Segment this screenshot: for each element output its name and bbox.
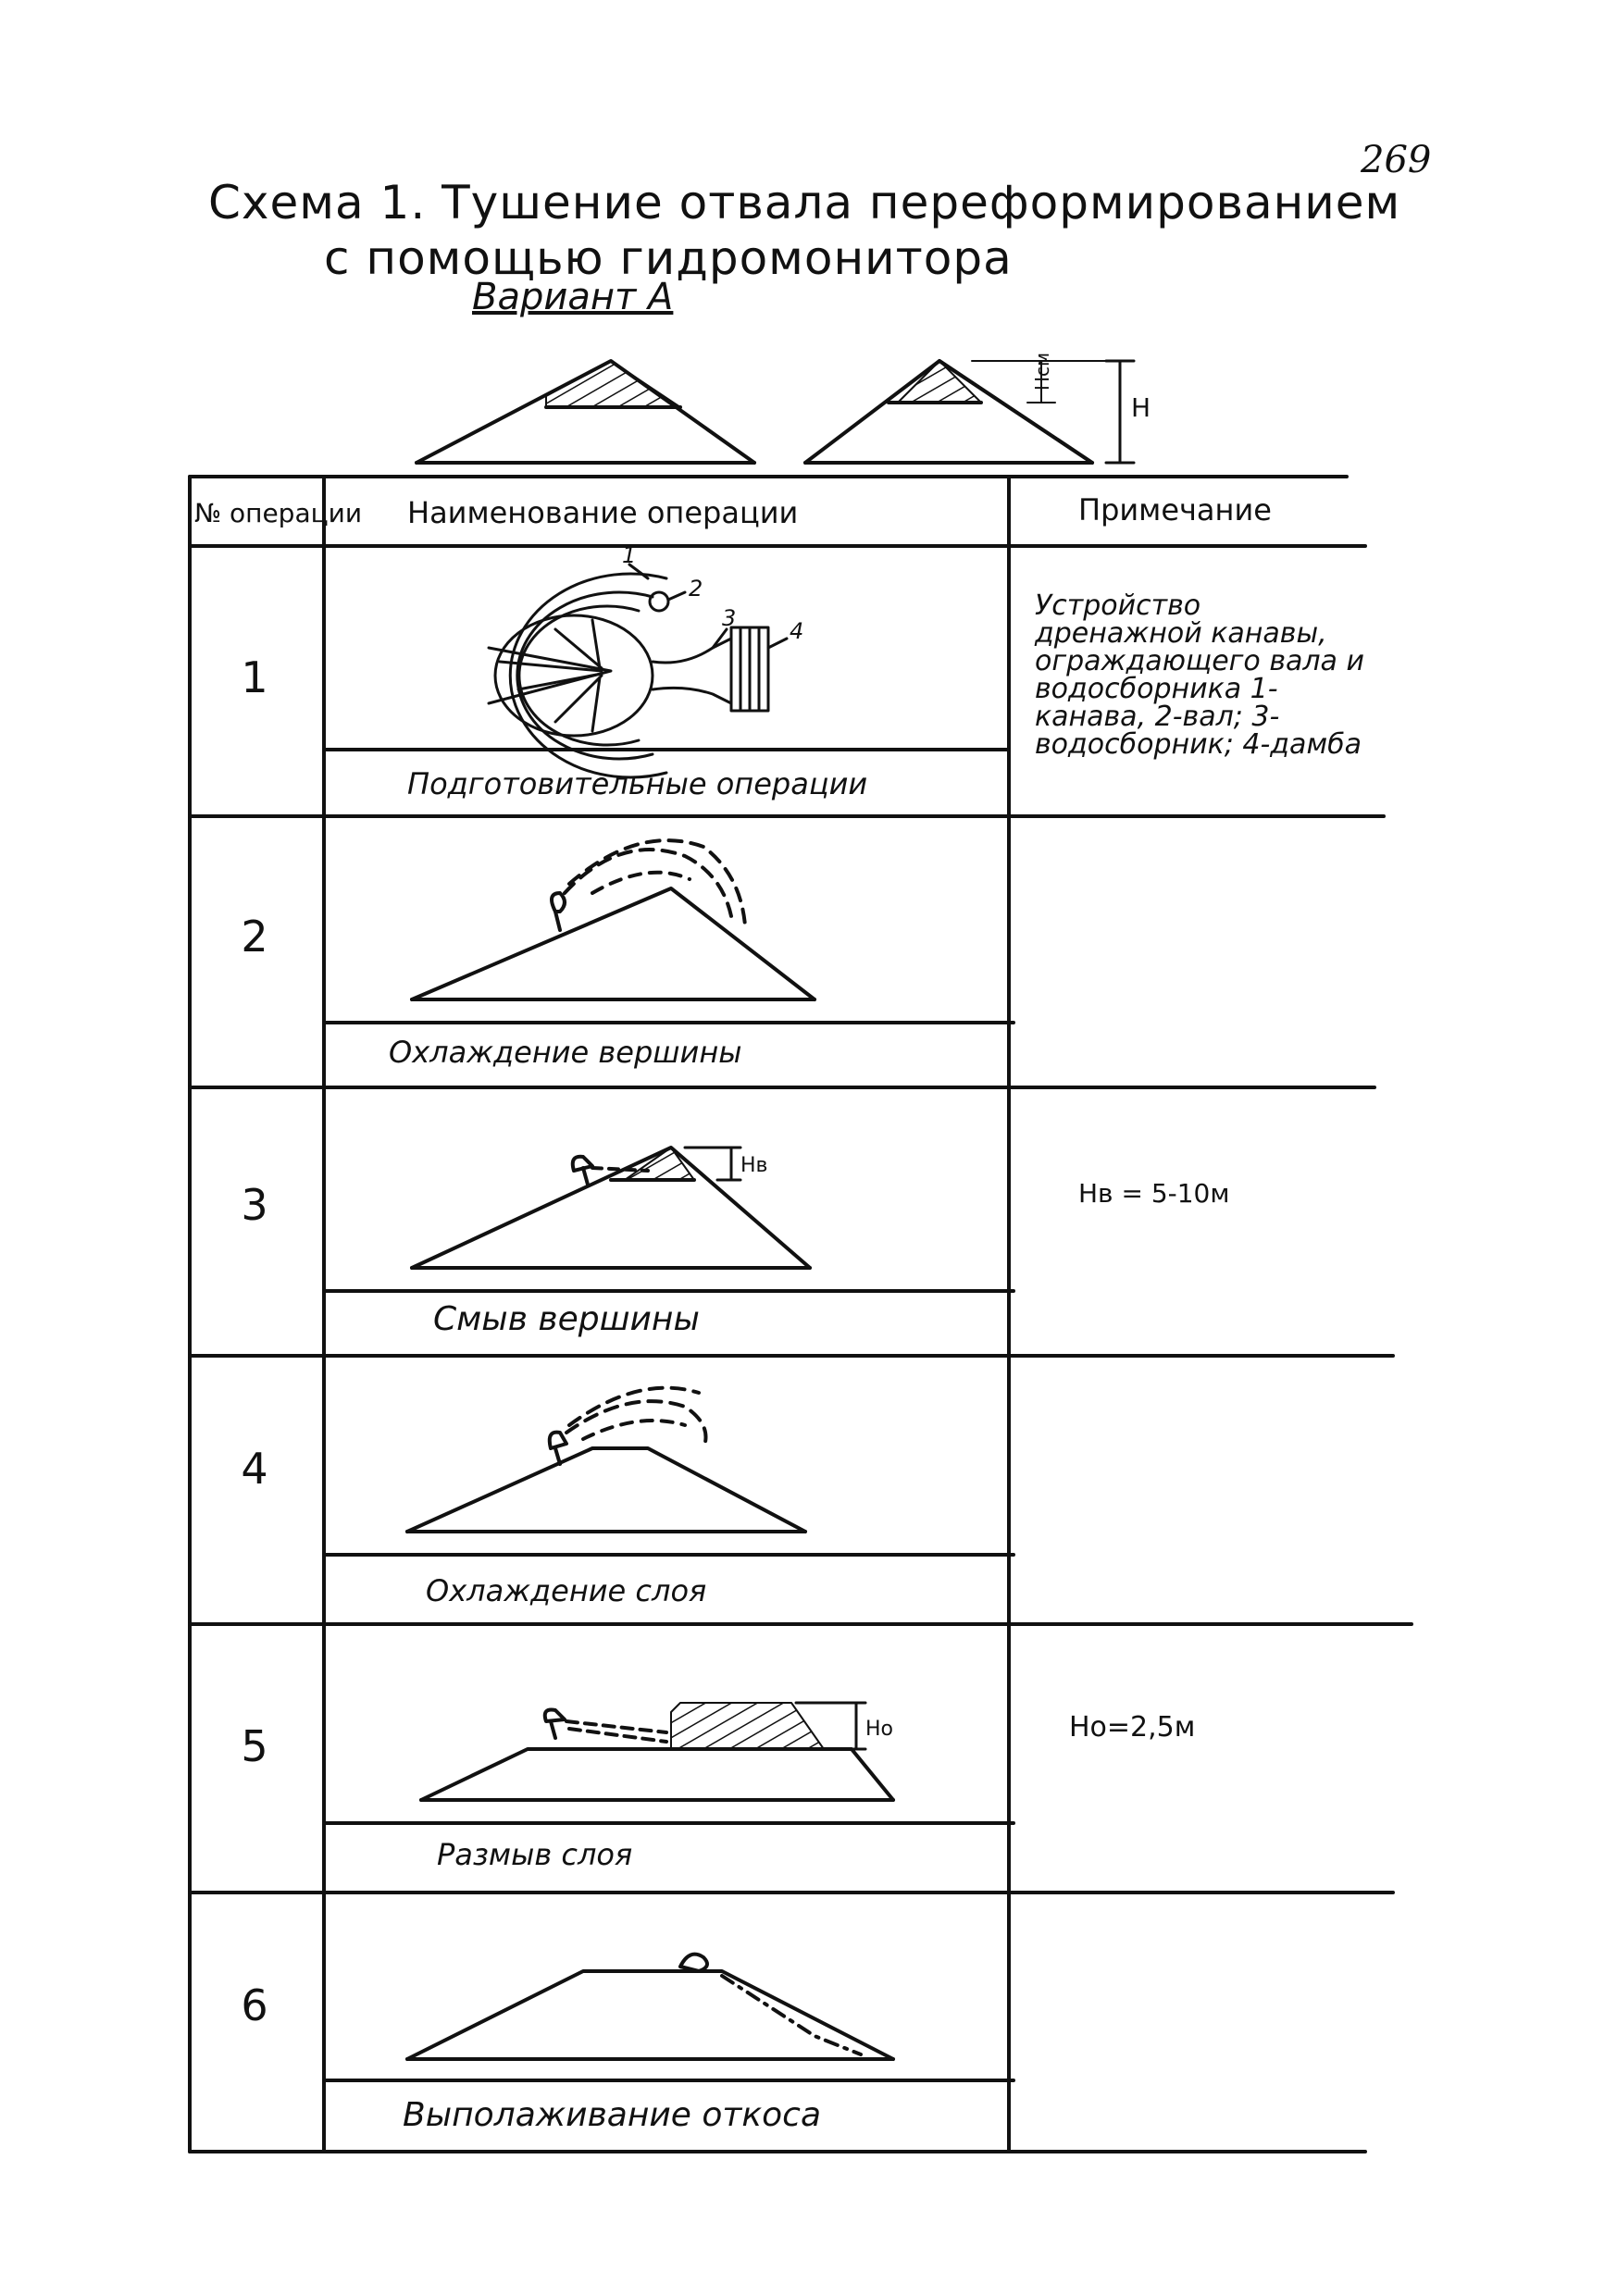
row5-pile-diagram <box>421 1703 893 1800</box>
row-5-note: Но=2,5м <box>1069 1711 1196 1744</box>
callout-2: 2 <box>689 576 703 602</box>
page-title-line2: с помощью гидромонитора <box>324 231 1013 285</box>
row-6-name: Выполаживание откоса <box>403 2096 822 2134</box>
row-2-name: Охлаждение вершины <box>389 1035 742 1070</box>
variant-label: Вариант А <box>472 276 674 318</box>
row2-pile-diagram <box>412 840 815 999</box>
row1-plan-diagram <box>489 565 787 777</box>
row-1-name: Подготовительные операции <box>407 766 868 801</box>
row-4-name: Охлаждение слоя <box>426 1573 707 1608</box>
row4-pile-diagram <box>407 1388 805 1532</box>
row-2-number: 2 <box>241 912 268 962</box>
dim-label-h-small: Нсм <box>1031 352 1053 391</box>
row-5-number: 5 <box>241 1721 268 1771</box>
row-1-number: 1 <box>241 652 268 702</box>
row6-pile-diagram <box>407 1955 893 2059</box>
row-1-note: Устройство дренажной канавы, ограждающего вала и водосборника 1-канава, 2-вал; 3-водосборник; 4-дамба <box>1035 590 1364 761</box>
row-3-name: Смыв вершины <box>433 1300 700 1338</box>
pile-diagram-left <box>417 361 754 463</box>
pile-diagram-right <box>805 361 1134 463</box>
header-note: Примечание <box>1078 492 1272 527</box>
page-title: Схема 1. Тушение отвала переформированием <box>208 176 1401 230</box>
row-3-note: Нв = 5-10м <box>1078 1178 1230 1209</box>
dim-label-hv: Нв <box>740 1154 768 1177</box>
row-3-number: 3 <box>241 1180 268 1230</box>
header-number: № операции <box>194 498 363 528</box>
callout-4: 4 <box>790 618 804 644</box>
callout-3: 3 <box>722 605 737 631</box>
row-4-number: 4 <box>241 1444 268 1494</box>
page-number: 269 <box>1361 139 1432 181</box>
dim-label-h: Н <box>1131 392 1151 423</box>
dim-label-ho: Но <box>865 1718 894 1741</box>
callout-1: 1 <box>622 542 637 568</box>
header-name: Наименование операции <box>407 495 799 530</box>
row-6-number: 6 <box>241 1980 268 2030</box>
row-5-name: Размыв слоя <box>437 1837 633 1872</box>
